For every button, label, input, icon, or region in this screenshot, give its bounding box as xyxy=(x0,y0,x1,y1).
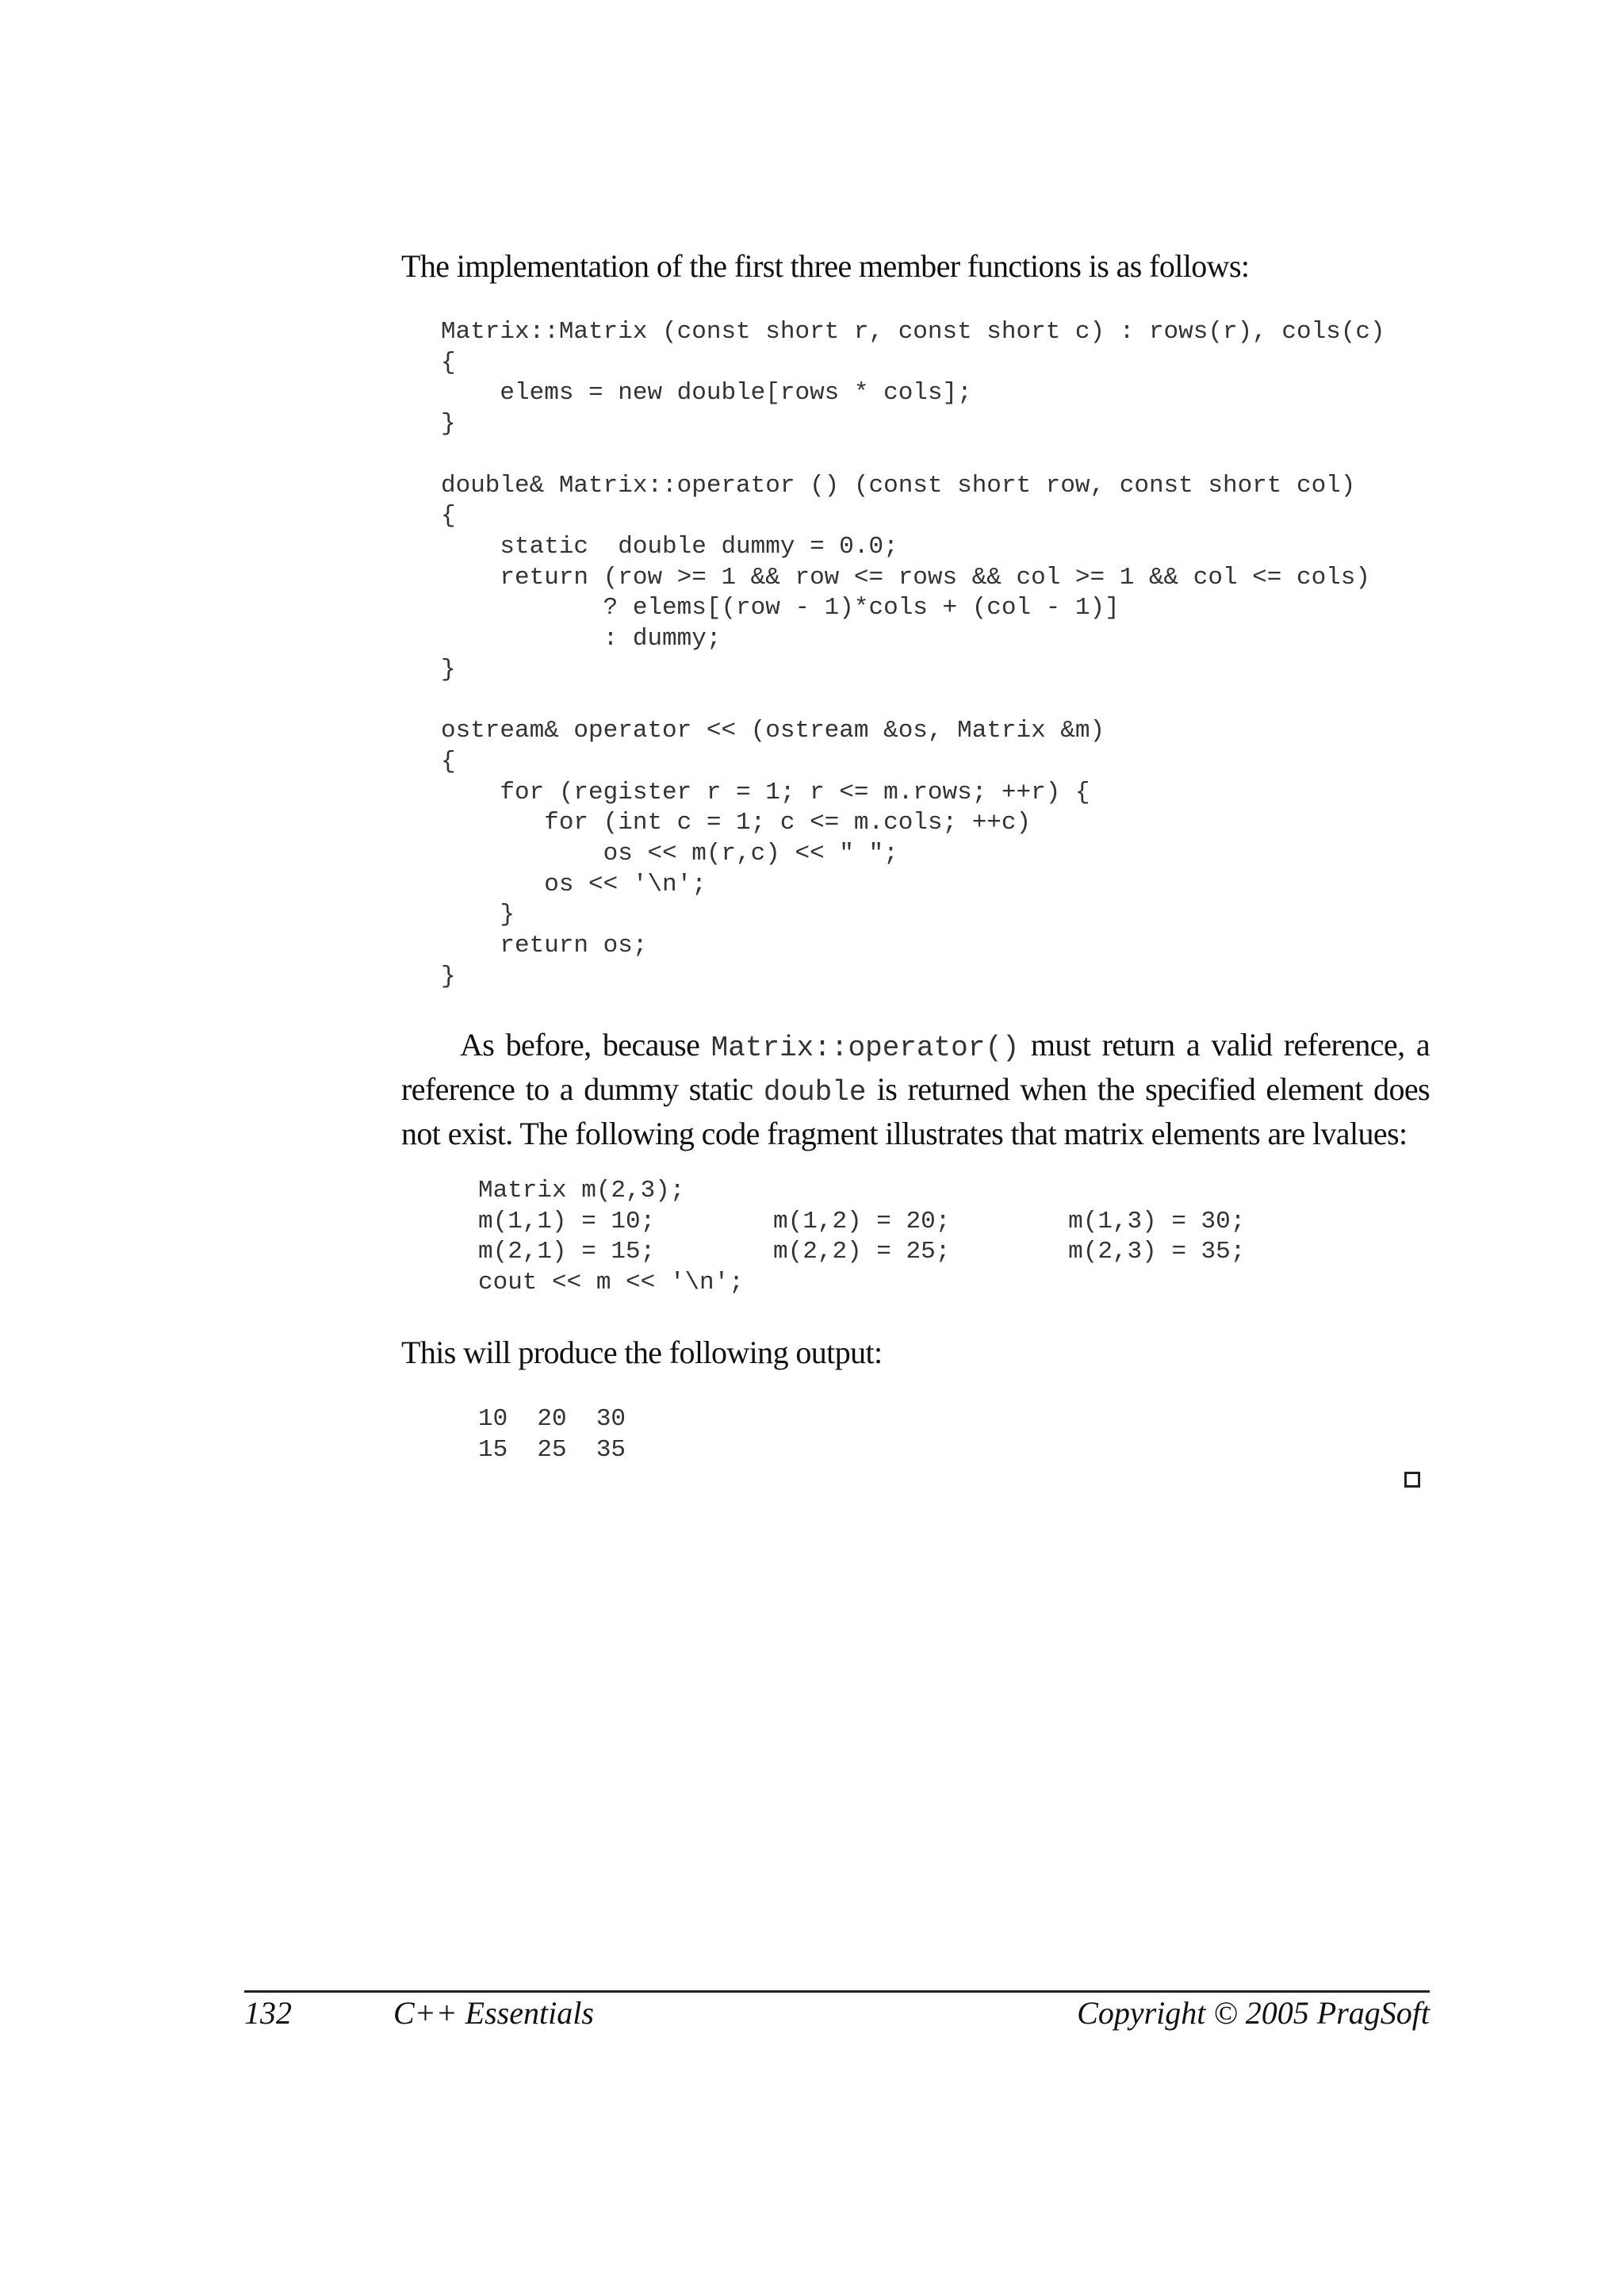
code-listing-lvalue-example: Matrix m(2,3); m(1,1) = 10; m(1,2) = 20; m(1,3) = 30; m(2,1) = 15; m(2,2) = 25; m(2,3) = 35; cout << m << '\n'; xyxy=(478,1177,1246,1297)
paragraph-text-1: As before, because xyxy=(460,1027,711,1063)
output-intro-sentence: This will produce the following output: xyxy=(401,1335,883,1370)
end-of-example-square-icon xyxy=(1404,1472,1420,1488)
book-title: C++ Essentials xyxy=(393,1995,594,2031)
footer-divider xyxy=(244,1990,1430,1993)
explanation-paragraph xyxy=(401,1024,1430,1155)
program-output-block: 10 20 30 15 25 35 xyxy=(478,1405,626,1464)
page-number: 132 xyxy=(244,1995,292,2031)
inline-code-double: double xyxy=(763,1076,867,1109)
paragraph-text-3: is returned when the specified element does not exist. The following code fragment illustrates that matrix elements are lvalues: xyxy=(401,1071,1430,1151)
intro-sentence: The implementation of the first three member functions is as follows: xyxy=(401,248,1250,284)
copyright-notice: Copyright © 2005 PragSoft xyxy=(1077,1995,1430,2031)
inline-code-operator: Matrix::operator() xyxy=(710,1032,1020,1064)
code-listing-member-functions: Matrix::Matrix (const short r, const short c) : rows(r), cols(c) { elems = new double[rows * cols]; } double& Matrix::operator () (const short row, const short col) { static double dummy = 0.0; return (row >= 1 && row <= rows && col >= 1 && col <= cols) ? elems[(row - 1)*cols + (col - 1)] : dummy; } ostream& operator << (ostream &os, Matrix &m) { for (register r = 1; r <= m.rows; ++r) { for (int c = 1; c <= m.cols; ++c) os << m(r,c) << " "; os << '\n'; } return os; } xyxy=(441,318,1385,990)
paragraph-text-2: must return a valid reference, a reference to a dummy static xyxy=(401,1027,1430,1107)
